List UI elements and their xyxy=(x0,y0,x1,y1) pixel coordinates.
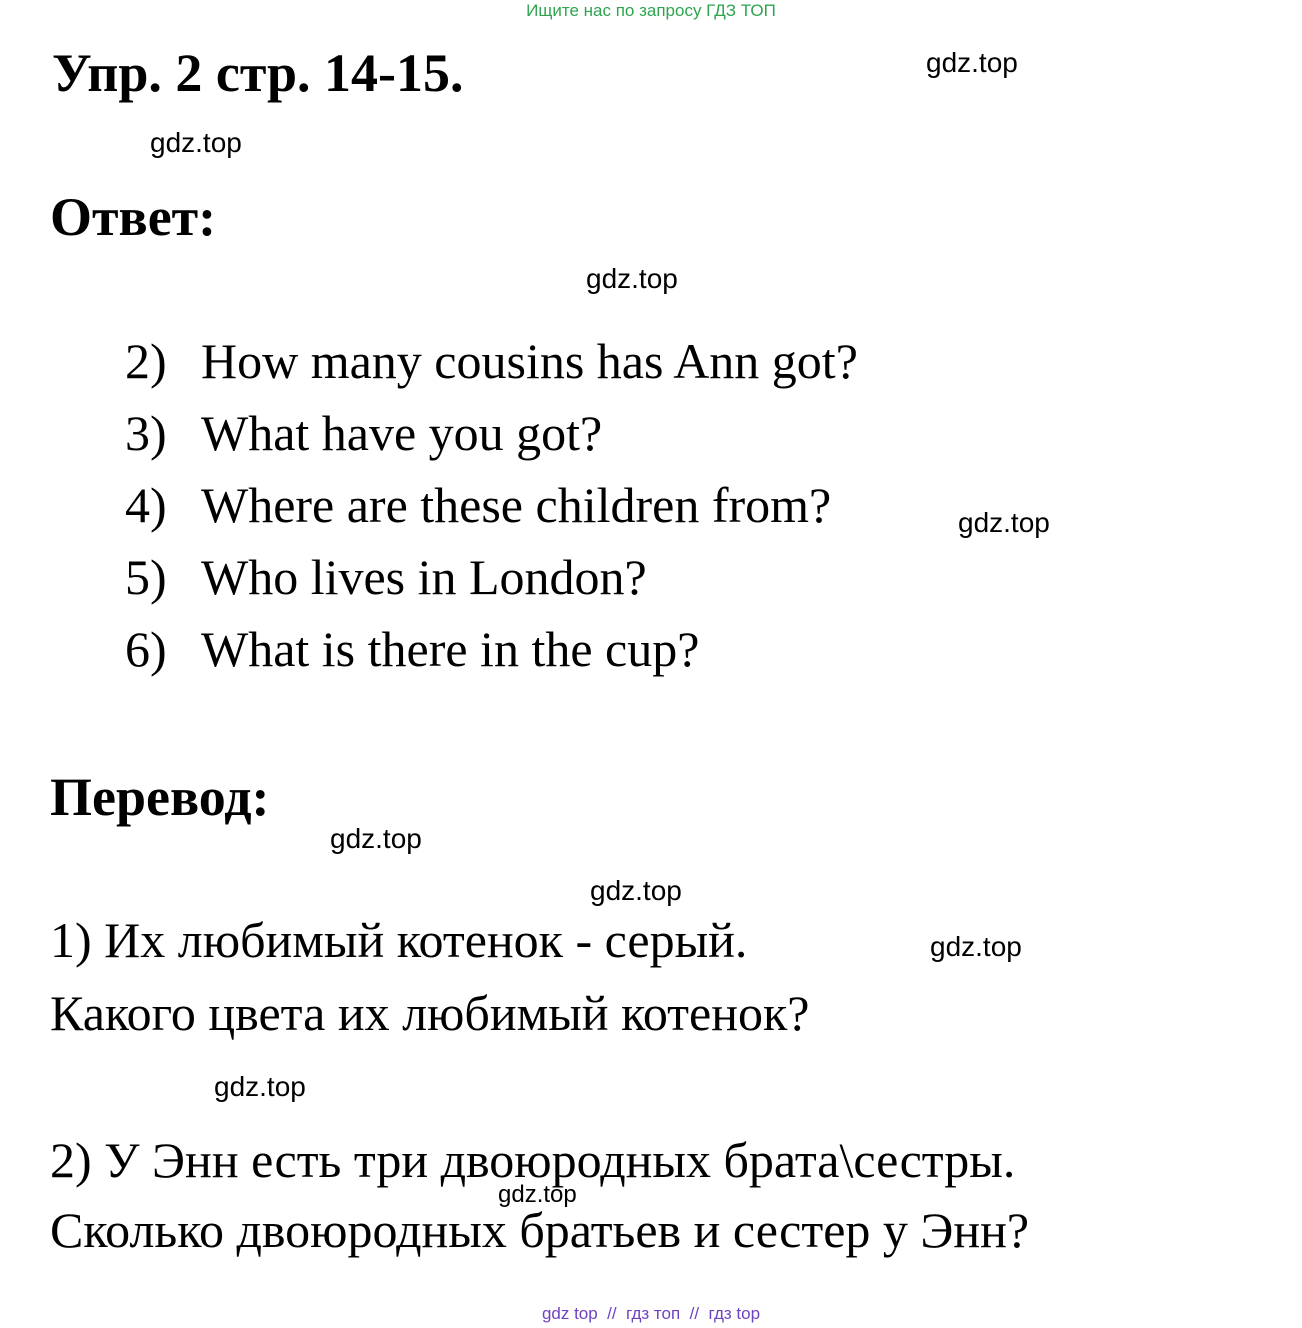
answer-item xyxy=(125,405,603,461)
answer-text: Where are these children from? xyxy=(201,477,832,533)
answer-item xyxy=(125,333,858,389)
translation-heading: Перевод: xyxy=(50,767,270,827)
footer-links[interactable]: gdz top // гдз топ // гдз top xyxy=(541,1304,761,1323)
answer-text: Who lives in London? xyxy=(201,549,647,605)
exercise-title: Упр. 2 стр. 14-15. xyxy=(52,43,464,103)
translation-line: Какого цвета их любимый котенок? xyxy=(50,985,810,1041)
watermark: gdz.top xyxy=(586,263,678,294)
watermark: gdz.top xyxy=(590,875,682,906)
watermark: gdz.top xyxy=(958,507,1050,538)
answer-text: How many cousins has Ann got? xyxy=(201,333,858,389)
answer-heading: Ответ: xyxy=(50,187,217,247)
watermark: gdz.top xyxy=(926,47,1018,78)
translation-line: Сколько двоюродных братьев и сестер у Энн? xyxy=(50,1202,1030,1258)
answer-number: 5) xyxy=(125,549,167,605)
answer-item xyxy=(125,477,832,533)
answer-text: What is there in the cup? xyxy=(201,621,700,677)
watermark: gdz.top xyxy=(330,823,422,854)
answer-number: 4) xyxy=(125,477,167,533)
watermark: gdz.top xyxy=(150,127,242,158)
answer-number: 6) xyxy=(125,621,167,677)
answer-item xyxy=(125,621,700,677)
translation-line: 2) У Энн есть три двоюродных брата\сестры. xyxy=(50,1132,1016,1188)
watermark: gdz.top xyxy=(930,931,1022,962)
watermark: gdz.top xyxy=(214,1071,306,1102)
watermark: gdz.top xyxy=(498,1181,577,1208)
answer-number: 2) xyxy=(125,333,167,389)
answer-text: What have you got? xyxy=(201,405,603,461)
translation-line: 1) Их любимый котенок - серый. xyxy=(50,912,748,968)
answer-number: 3) xyxy=(125,405,167,461)
top-banner[interactable]: Ищите нас по запросу ГДЗ ТОП xyxy=(526,1,776,20)
answer-item xyxy=(125,549,647,605)
